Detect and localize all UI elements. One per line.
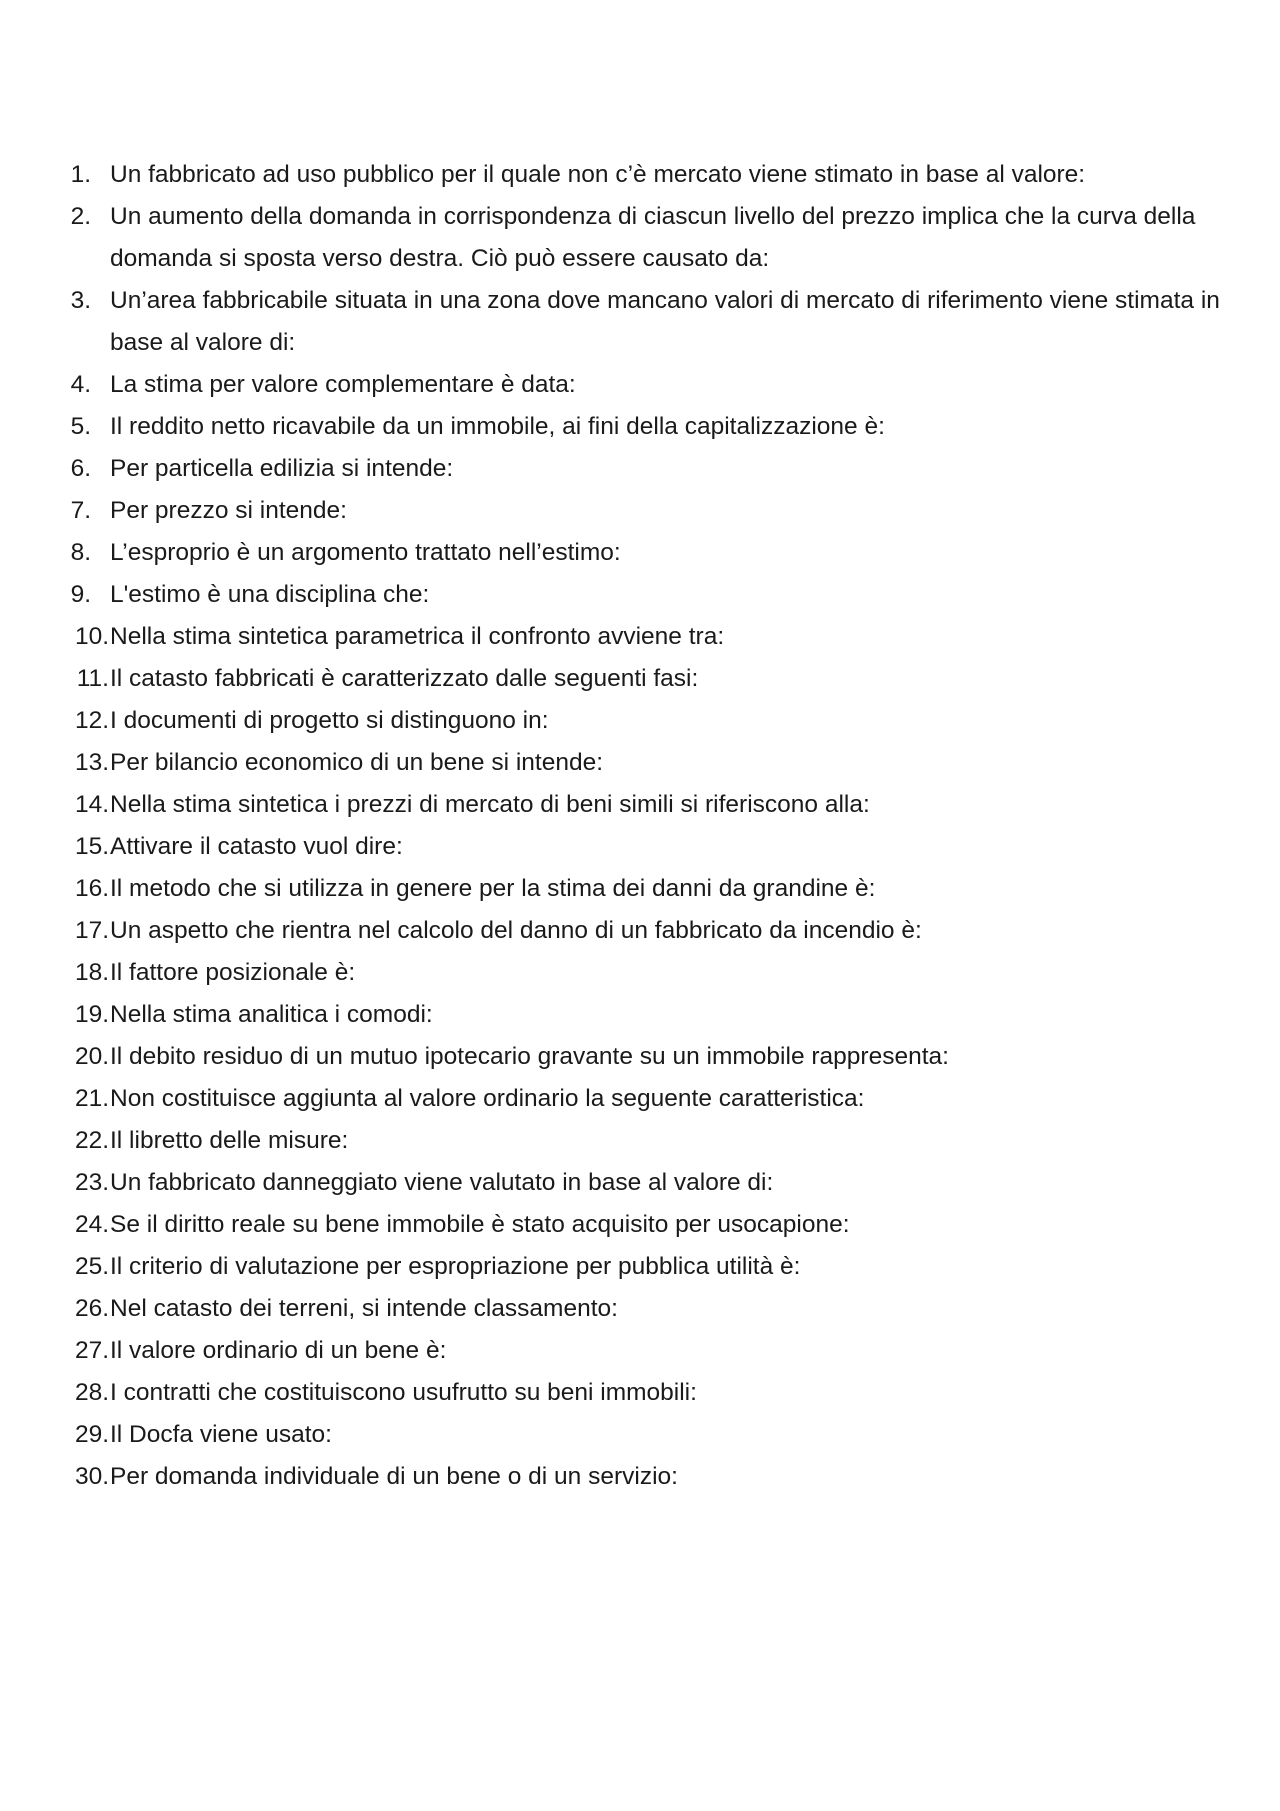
question-text: Il criterio di valutazione per espropriazione per pubblica utilità è: xyxy=(110,1253,801,1280)
question-text: I contratti che costituiscono usufrutto su beni immobili: xyxy=(110,1379,697,1406)
question-text: Un aumento della domanda in corrispondenza di ciascun livello del prezzo implica che la curva della domanda si sposta verso destra. Ciò può essere causato da: xyxy=(110,203,1196,272)
list-item xyxy=(70,910,1220,952)
question-number: 17. xyxy=(74,917,109,944)
question-text: Il metodo che si utilizza in genere per la stima dei danni da grandine è: xyxy=(110,875,876,902)
list-item xyxy=(70,616,1220,658)
list-item xyxy=(70,700,1220,742)
question-text: Nella stima analitica i comodi: xyxy=(110,1001,433,1028)
question-text: La stima per valore complementare è data: xyxy=(110,371,576,398)
question-text: L’esproprio è un argomento trattato nell’estimo: xyxy=(110,539,621,566)
list-item xyxy=(70,448,1220,490)
question-number: 30. xyxy=(74,1463,109,1490)
question-text: Il catasto fabbricati è caratterizzato dalle seguenti fasi: xyxy=(110,665,699,692)
question-text: Per bilancio economico di un bene si intende: xyxy=(110,749,604,776)
list-item xyxy=(70,532,1220,574)
question-number: 8. xyxy=(70,539,91,566)
question-number: 2. xyxy=(70,203,91,230)
question-number: 1. xyxy=(70,161,91,188)
question-text: Nella stima sintetica i prezzi di mercato di beni simili si riferiscono alla: xyxy=(110,791,870,818)
question-text: Nella stima sintetica parametrica il confronto avviene tra: xyxy=(110,623,725,650)
question-number: 4. xyxy=(70,371,91,398)
question-number: 22. xyxy=(74,1127,109,1154)
list-item xyxy=(70,196,1220,280)
list-item xyxy=(70,1120,1220,1162)
list-item xyxy=(70,490,1220,532)
question-number: 10. xyxy=(74,623,109,650)
question-number: 6. xyxy=(70,455,91,482)
list-item xyxy=(70,280,1220,364)
list-item xyxy=(70,784,1220,826)
question-number: 24. xyxy=(74,1211,109,1238)
question-text: Se il diritto reale su bene immobile è stato acquisito per usocapione: xyxy=(110,1211,850,1238)
question-text: Il debito residuo di un mutuo ipotecario gravante su un immobile rappresenta: xyxy=(110,1043,949,1070)
question-number: 11. xyxy=(76,665,109,692)
question-list xyxy=(70,154,1220,1498)
list-item xyxy=(70,1414,1220,1456)
question-text: Un’area fabbricabile situata in una zona dove mancano valori di mercato di riferimento viene stimata in base al valore di: xyxy=(110,287,1220,356)
question-number: 27. xyxy=(74,1337,109,1364)
list-item xyxy=(70,1330,1220,1372)
question-number: 5. xyxy=(70,413,91,440)
list-item xyxy=(70,1204,1220,1246)
question-text: L'estimo è una disciplina che: xyxy=(110,581,430,608)
list-item xyxy=(70,1162,1220,1204)
question-text: Il Docfa viene usato: xyxy=(110,1421,332,1448)
list-item xyxy=(70,994,1220,1036)
question-text: I documenti di progetto si distinguono in: xyxy=(110,707,549,734)
question-text: Il valore ordinario di un bene è: xyxy=(110,1337,447,1364)
question-text: Il fattore posizionale è: xyxy=(110,959,356,986)
question-number: 29. xyxy=(74,1421,109,1448)
question-text: Un fabbricato ad uso pubblico per il quale non c’è mercato viene stimato in base al valore: xyxy=(110,161,1086,188)
question-number: 3. xyxy=(70,287,91,314)
question-text: Un fabbricato danneggiato viene valutato in base al valore di: xyxy=(110,1169,774,1196)
list-item xyxy=(70,154,1220,196)
list-item xyxy=(70,1372,1220,1414)
question-number: 20. xyxy=(74,1043,109,1070)
list-item xyxy=(70,1456,1220,1498)
list-item xyxy=(70,406,1220,448)
question-text: Attivare il catasto vuol dire: xyxy=(110,833,403,860)
question-number: 15. xyxy=(74,833,109,860)
question-number: 26. xyxy=(74,1295,109,1322)
question-number: 14. xyxy=(74,791,109,818)
list-item xyxy=(70,1288,1220,1330)
list-item xyxy=(70,826,1220,868)
list-item xyxy=(70,364,1220,406)
question-number: 13. xyxy=(74,749,109,776)
question-number: 19. xyxy=(74,1001,109,1028)
question-text: Nel catasto dei terreni, si intende classamento: xyxy=(110,1295,618,1322)
question-number: 7. xyxy=(70,497,91,524)
list-item xyxy=(70,574,1220,616)
question-number: 9. xyxy=(70,581,91,608)
list-item xyxy=(70,658,1220,700)
question-number: 28. xyxy=(74,1379,109,1406)
list-item xyxy=(70,1246,1220,1288)
question-number: 18. xyxy=(74,959,109,986)
question-text: Non costituisce aggiunta al valore ordinario la seguente caratteristica: xyxy=(110,1085,865,1112)
question-number: 12. xyxy=(74,707,109,734)
question-number: 23. xyxy=(74,1169,109,1196)
question-text: Per prezzo si intende: xyxy=(110,497,347,524)
question-text: Il reddito netto ricavabile da un immobile, ai fini della capitalizzazione è: xyxy=(110,413,885,440)
question-text: Per domanda individuale di un bene o di un servizio: xyxy=(110,1463,678,1490)
question-number: 25. xyxy=(74,1253,109,1280)
list-item xyxy=(70,1078,1220,1120)
list-item xyxy=(70,742,1220,784)
question-text: Il libretto delle misure: xyxy=(110,1127,349,1154)
list-item xyxy=(70,1036,1220,1078)
question-number: 16. xyxy=(74,875,109,902)
question-text: Per particella edilizia si intende: xyxy=(110,455,454,482)
question-text: Un aspetto che rientra nel calcolo del danno di un fabbricato da incendio è: xyxy=(110,917,922,944)
list-item xyxy=(70,952,1220,994)
question-number: 21. xyxy=(74,1085,109,1112)
list-item xyxy=(70,868,1220,910)
